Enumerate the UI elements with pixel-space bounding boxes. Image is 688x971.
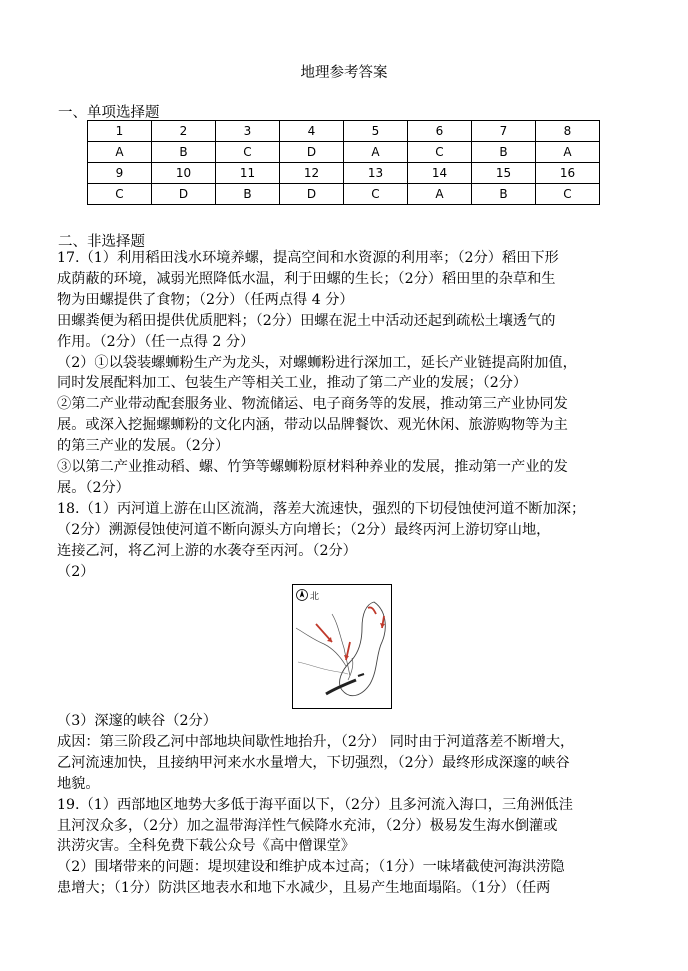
section2-heading: 二、非选择题: [58, 234, 145, 250]
text-line: 物为田螺提供了食物；（2分）（任两点得 4 分）: [57, 291, 354, 308]
text-line: 田螺粪便为稻田提供优质肥料；（2分）田螺在泥土中活动还起到疏松土壤透气的: [57, 312, 556, 329]
page-title: 地理参考答案: [300, 65, 388, 81]
text-line: （2）①以袋装螺蛳粉生产为龙头，对螺蛳粉进行深加工，延长产业链提高附加值，: [57, 354, 577, 371]
table-row: [88, 142, 600, 163]
river-map-svg: [292, 584, 392, 709]
table-cell: 13: [344, 163, 408, 184]
table-cell: B: [152, 142, 216, 163]
text-line: 17.（1）利用稻田浅水环境养螺，提高空间和水资源的利用率；（2分）稻田下形: [57, 250, 559, 266]
table-cell: D: [152, 184, 216, 205]
text-line: 18.（1）丙河道上游在山区流淌，落差大流速快，强烈的下切侵蚀使河道不断加深；: [57, 500, 586, 517]
text-line: 连接乙河，将乙河上游的水袭夺至丙河。（2分）: [57, 542, 357, 559]
text-line: 作用。（2分）（任一点得 2 分）: [57, 333, 255, 350]
table-cell: 14: [408, 163, 472, 184]
table-cell: 16: [536, 163, 600, 184]
text-line: 同时发展配料加工、包装生产等相关工业，推动了第二产业的发展；（2分）: [57, 375, 528, 392]
table-cell: 9: [88, 163, 152, 184]
answer-table: [87, 120, 600, 205]
table-cell: 12: [280, 163, 344, 184]
text-line: 19.（1）西部地区地势大多低于海平面以下，（2分）且多河流入海口，三角洲低洼: [57, 796, 573, 813]
table-cell: 5: [344, 121, 408, 142]
text-line: 且河汊众多，（2分）加之温带海洋性气候降水充沛，（2分）极易发生海水倒灌或: [57, 817, 558, 834]
table-cell: 7: [472, 121, 536, 142]
table-cell: A: [536, 142, 600, 163]
table-cell: A: [88, 142, 152, 163]
text-line: ②第二产业带动配套服务业、物流储运、电子商务等的发展，推动第三产业协同发: [57, 396, 568, 413]
table-cell: B: [216, 184, 280, 205]
table-row: [88, 163, 600, 184]
text-line: 的第三产业的发展。（2分）: [57, 438, 230, 455]
text-line: 乙河流速加快，且接纳甲河来水水量增大，下切强烈，（2分）最终形成深邃的峡谷: [57, 754, 570, 771]
section1-heading: 一、单项选择题: [58, 105, 160, 121]
table-cell: 11: [216, 163, 280, 184]
table-cell: C: [88, 184, 152, 205]
text-line: （2）: [57, 563, 95, 580]
text-line: 地貌。: [57, 775, 100, 792]
table-row: [88, 121, 600, 142]
river-capture-map: [292, 584, 392, 709]
text-line: 展。（2分）: [57, 479, 130, 496]
table-cell: C: [216, 142, 280, 163]
table-cell: A: [344, 142, 408, 163]
table-cell: B: [472, 142, 536, 163]
table-cell: C: [536, 184, 600, 205]
table-cell: A: [408, 184, 472, 205]
table-cell: 15: [472, 163, 536, 184]
text-line: （3）深邃的峡谷（2分）: [57, 713, 217, 729]
table-cell: D: [280, 142, 344, 163]
table-cell: B: [472, 184, 536, 205]
text-line: 成荫蔽的环境，减弱光照降低水温，利于田螺的生长；（2分）稻田里的杂草和生: [57, 270, 556, 287]
text-line: （2）围堵带来的问题：堤坝建设和维护成本过高；（1分）一味堵截使河海洪涝隐: [57, 859, 565, 876]
table-row: [88, 184, 600, 205]
table-cell: 6: [408, 121, 472, 142]
north-label: 北: [310, 592, 320, 602]
table-cell: C: [408, 142, 472, 163]
table-cell: 2: [152, 121, 216, 142]
table-cell: D: [280, 184, 344, 205]
text-line: 洪涝灾害。全科免费下载公众号《高中僧课堂》: [57, 838, 355, 855]
text-line: 患增大；（1分）防洪区地表水和地下水减少，且易产生地面塌陷。（1分）（任两: [57, 880, 551, 897]
table-cell: C: [344, 184, 408, 205]
text-line: （2分）溯源侵蚀使河道不断向源头方向增长；（2分）最终丙河上游切穿山地，: [57, 521, 551, 538]
text-line: 成因：第三阶段乙河中部地块间歇性地抬升，（2分） 同时由于河道落差不断增大，: [57, 733, 575, 750]
table-cell: 3: [216, 121, 280, 142]
table-cell: 10: [152, 163, 216, 184]
text-line: ③以第二产业推动稻、螺、竹笋等螺蛳粉原材料种养业的发展，推动第一产业的发: [57, 459, 568, 475]
text-line: 展。或深入挖掘螺蛳粉的文化内涵，带动以品牌餐饮、观光休闲、旅游购物等为主: [57, 417, 568, 434]
table-cell: 8: [536, 121, 600, 142]
table-cell: 4: [280, 121, 344, 142]
table-cell: 1: [88, 121, 152, 142]
